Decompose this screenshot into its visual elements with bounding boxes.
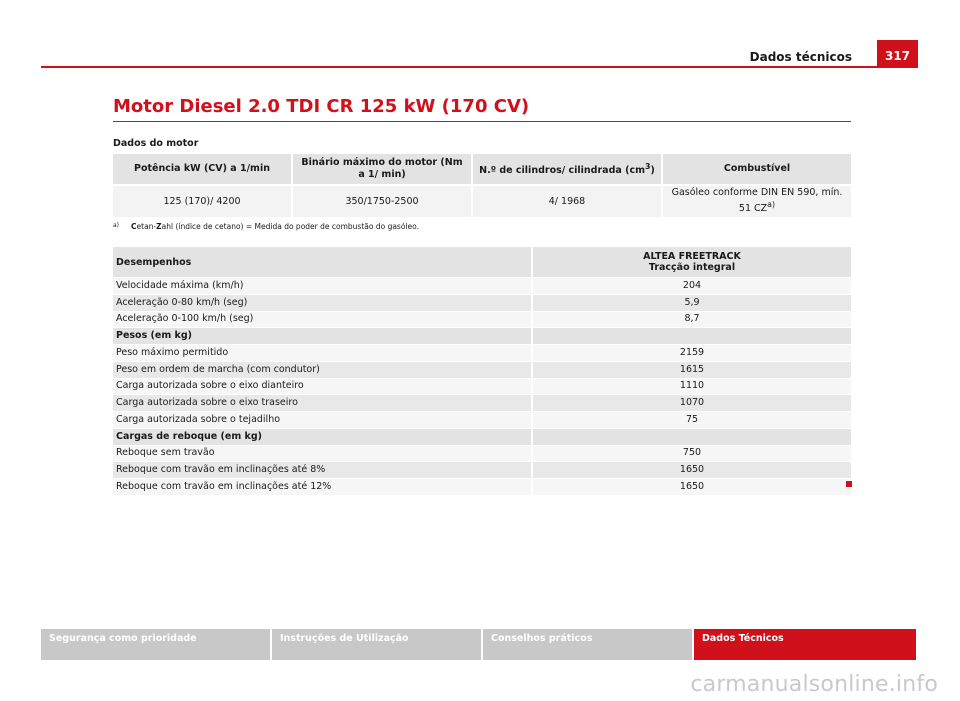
table-section-row (113, 428, 851, 445)
row-label: Pesos (em kg) (113, 328, 532, 345)
table-row (113, 479, 851, 496)
footnote: $^{a)}$ Cetan-Zahl (índice de cetano) = Medida do poder de combustão do gasóleo. (113, 222, 419, 231)
col-torque-header: Binário máximo do motor (Nm a 1/ min) (292, 154, 472, 185)
row-label: Aceleração 0-80 km/h (seg) (113, 294, 532, 311)
row-value: 1070 (532, 395, 851, 412)
nav-tab-operating-instructions[interactable]: Instruções de Utilização (272, 629, 481, 660)
cylinders-value: 4/ 1968 (472, 185, 662, 217)
nav-tab-technical-data[interactable]: Dados Técnicos (694, 629, 916, 660)
col-fuel-header: Combustível (662, 154, 851, 185)
engine-table-header (113, 154, 851, 185)
row-value: 204 (532, 278, 851, 295)
row-value: 75 (532, 412, 851, 429)
row-label: Carga autorizada sobre o eixo traseiro (113, 395, 532, 412)
performance-table (113, 247, 851, 496)
row-value (532, 328, 851, 345)
row-value: 8,7 (532, 311, 851, 328)
row-label: Reboque com travão em inclinações até 8% (113, 462, 532, 479)
table-row (113, 445, 851, 462)
engine-table-row (113, 185, 851, 217)
row-label: Carga autorizada sobre o eixo dianteiro (113, 378, 532, 395)
bottom-nav (41, 629, 918, 660)
fuel-value: Gasóleo conforme DIN EN 590, mín. 51 CZ$^{a)}$ (662, 185, 851, 217)
table-row (113, 294, 851, 311)
section-title: Dados técnicos (749, 50, 852, 64)
row-label: Carga autorizada sobre o tejadilho (113, 412, 532, 429)
row-value: 1650 (532, 462, 851, 479)
fuel-footnote-ref: a) (767, 200, 776, 210)
page-number: 317 (877, 40, 918, 67)
table-row (113, 361, 851, 378)
row-label: Cargas de reboque (em kg) (113, 428, 532, 445)
row-label: Peso máximo permitido (113, 345, 532, 362)
row-value: 750 (532, 445, 851, 462)
table-row (113, 395, 851, 412)
table-row (113, 378, 851, 395)
col-model-header: ALTEA FREETRACK Tracção integral (532, 247, 851, 278)
col-power-header: Potência kW (CV) a 1/min (113, 154, 292, 185)
row-label: Peso em ordem de marcha (com condutor) (113, 361, 532, 378)
table-row (113, 311, 851, 328)
nav-tab-practical-tips[interactable]: Conselhos práticos (483, 629, 692, 660)
top-rule (41, 66, 918, 68)
row-label: Reboque sem travão (113, 445, 532, 462)
page-title: Motor Diesel 2.0 TDI CR 125 kW (170 CV) (113, 96, 530, 117)
title-rule (113, 121, 851, 122)
row-value: 1650 (532, 479, 851, 496)
power-value: 125 (170)/ 4200 (113, 185, 292, 217)
row-value: 1615 (532, 361, 851, 378)
torque-value: 350/1750-2500 (292, 185, 472, 217)
row-value: 1110 (532, 378, 851, 395)
col-cylinders-header: N.º de cilindros/ cilindrada $(cm^3)$ (472, 154, 662, 185)
row-label: Reboque com travão em inclinações até 12% (113, 479, 532, 496)
nav-tab-safety[interactable]: Segurança como prioridade (41, 629, 270, 660)
watermark: carmanualsonline.info (690, 672, 938, 697)
table-row (113, 462, 851, 479)
section-end-marker (846, 481, 852, 487)
engine-data-heading: Dados do motor (113, 138, 199, 149)
table-row (113, 412, 851, 429)
row-value: 2159 (532, 345, 851, 362)
row-value (532, 428, 851, 445)
row-value: 5,9 (532, 294, 851, 311)
row-label: Aceleração 0-100 km/h (seg) (113, 311, 532, 328)
col-performance-header: Desempenhos (113, 247, 532, 278)
table-section-row (113, 328, 851, 345)
performance-table-header (113, 247, 851, 278)
table-row (113, 345, 851, 362)
table-row (113, 278, 851, 295)
row-label: Velocidade máxima (km/h) (113, 278, 532, 295)
engine-data-table (113, 154, 851, 217)
